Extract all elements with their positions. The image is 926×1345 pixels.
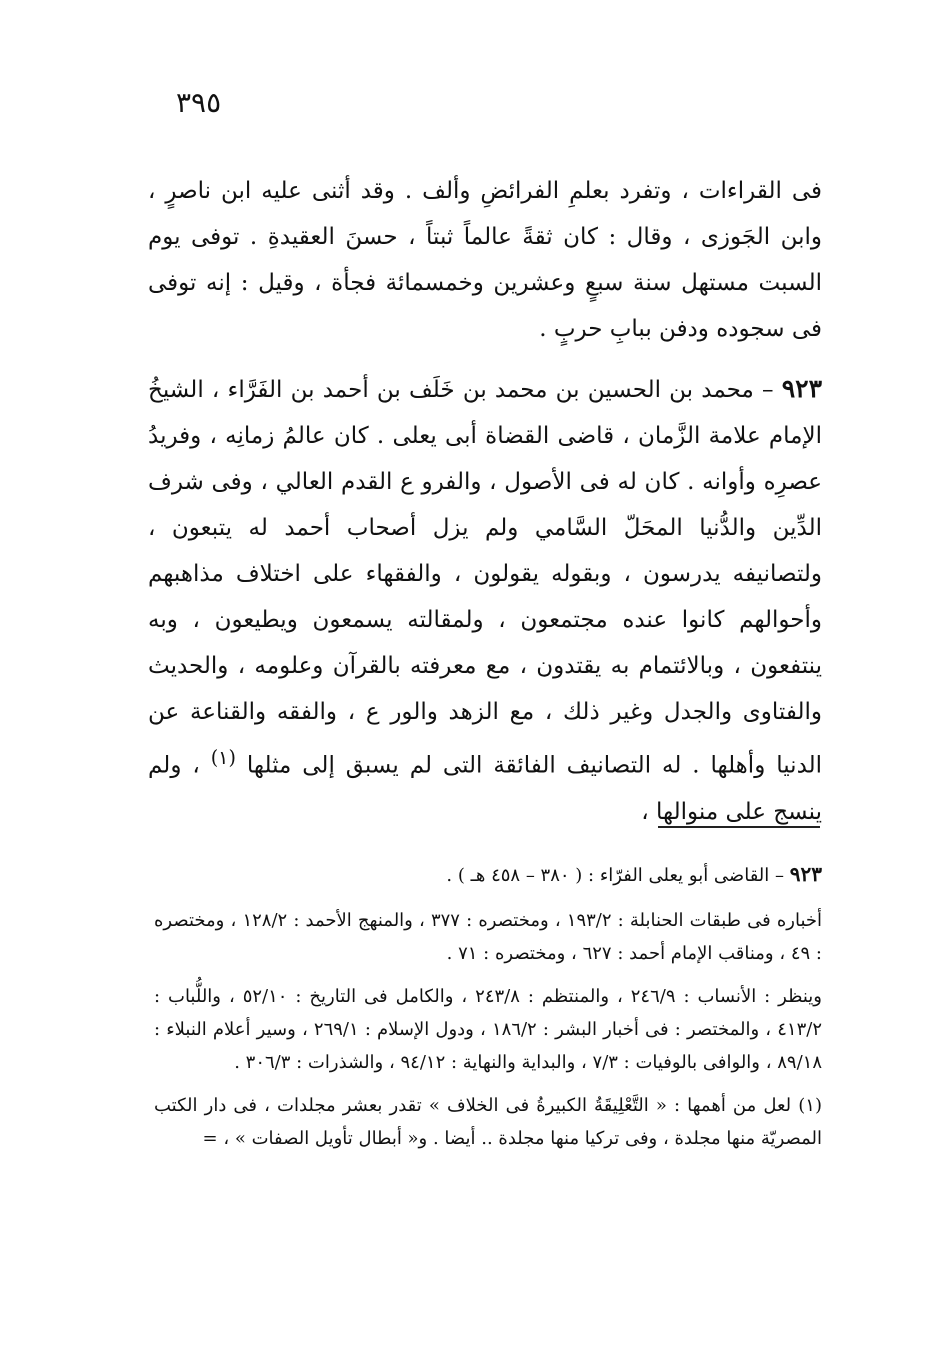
footnote-entry-number: ٩٢٣: [789, 862, 822, 886]
body-paragraph: فى القراءات ، وتفرد بعلمِ الفرائضِ وألف . وقد أثنى عليه ابن ناصرٍ ، وابن الجَوزى ، وقال : كان ثقةً عالماً ثبتاً ، حسنَ العقيدةِ . توفى يوم السبت مستهل سنة سبعٍ وعشرين وخمسمائة فجأة ، وقيل : إنه توفى فى سجوده ودفن ببابِ حربٍ .: [148, 178, 822, 342]
footnote-note: (١) لعل من أهمها : « التَّعْلِيقَةُ الكبيرةُ فى الخلاف » تقدر بعشر مجلدات ، فى دار الكتب المصريّة منها مجلدة ، وفى تركيا منها مجلدة .. أيضا . و« أبطال تأويل الصفات » ، =: [154, 1095, 822, 1149]
entry-number: ٩٢٣: [781, 374, 823, 403]
page-number: ٣٩٥: [176, 86, 222, 119]
footnote-references: وينظر : الأنساب : ٢٤٦/٩ ، والمنتظم : ٢٤٣/٨ ، والكامل فى التاريخ : ٥٢/١٠ ، واللُّباب : ٤١٣/٢ ، والمختصر : فى أخبار البشر : ١٨٦/٢ ، ودول الإسلام : ٢٦٩/١ ، وسير أعلام النبلاء : ٨٩/١٨ ، والوافى بالوفيات : ٧/٣ ، والبداية والنهاية : ٩٤/١٢ ، والشذرات : ٣٠٦/٣ .: [154, 986, 822, 1073]
footnote-divider: [658, 826, 820, 828]
biography-entry: [148, 366, 822, 835]
footnote-marker: (١): [210, 746, 236, 769]
entry-text-end: ، ولم ينسج على منوالها ،: [148, 752, 822, 825]
main-text: [148, 168, 822, 835]
footnote-entry-dash: –: [775, 865, 785, 886]
entry-dash: –: [762, 377, 774, 403]
footnote-sources: أخباره فى طبقات الحنابلة : ١٩٣/٢ ، ومختصره : ٣٧٧ ، والمنهج الأحمد : ١٢٨/٢ ، ومختصره : ٤٩ ، ومناقب الإمام أحمد : ٦٢٧ ، ومختصره : ٧١ .: [154, 910, 823, 964]
footnotes: [154, 858, 822, 1165]
entry-text: محمد بن الحسين بن محمد بن خَلَف بن أحمد بن الفَرَّاء ، الشيخُ الإمام علامة الزَّمان ، قاضى القضاة أبى يعلى . كان عالمُ زمانِه ، وفريدُ عصرِه وأوانه . كان له فى الأصول ، والفرو ع القدم العالي ، وفى شرف الدِّين والدُّنيا المحَلّ السَّامي ولم يزل أصحاب أحمد له يتبعون ، ولتصانيفه يدرسون ، وبقوله يقولون ، والفقهاء على اختلاف مذاهبهم وأحوالهم كانوا عنده مجتمعون ، ولمقالته يسمعون ويطيعون ، وبه ينتفعون ، وبالائتمام به يقتدون ، مع معرفته بالقرآن وعلومه ، والحديث والفتاوى والجدل وغير ذلك ، مع الزهد والور ع ، والفقه والقناعة عن الدنيا وأهلها . له التصانيف الفائقة التى لم يسبق إلى مثلها: [148, 377, 823, 779]
footnote-entry-title: القاضى أبو يعلى الفرّاء : ( ٣٨٠ – ٤٥٨ هـ ) .: [446, 865, 770, 886]
footnote-entry-heading: [154, 858, 822, 892]
